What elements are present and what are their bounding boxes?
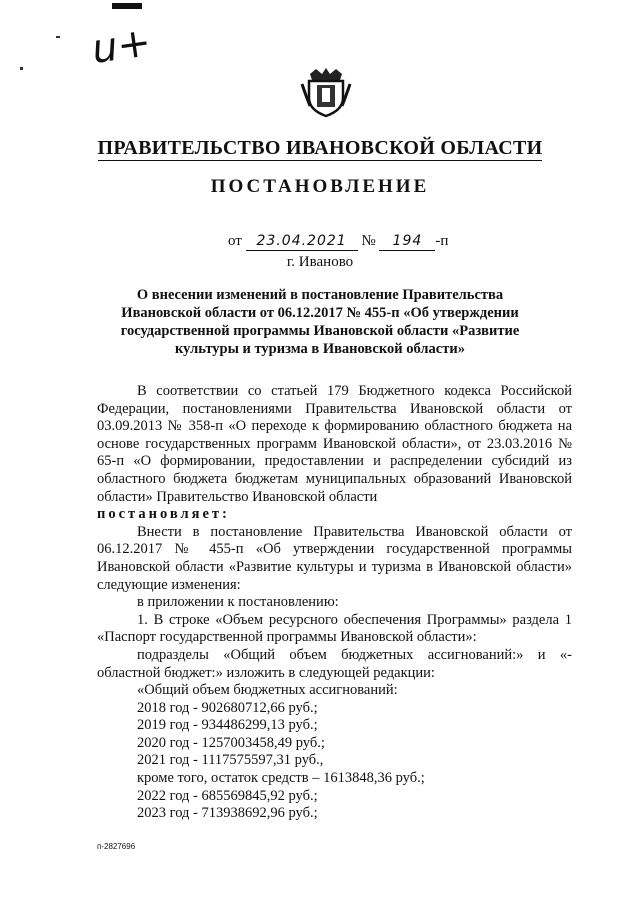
- budget-line: кроме того, остаток средств – 1613848,36 руб.;: [137, 770, 425, 787]
- government-title: ПРАВИТЕЛЬСТВО ИВАНОВСКОЙ ОБЛАСТИ: [97, 137, 543, 159]
- date-number-line: [228, 232, 448, 251]
- budget-line: 2022 год - 685569845,92 руб.;: [137, 787, 318, 804]
- handwritten-number: 194: [379, 232, 435, 251]
- number-suffix: -п: [435, 233, 449, 249]
- budget-line: «Общий объем бюджетных ассигнований:: [137, 682, 398, 699]
- coat-of-arms-icon: [300, 66, 352, 118]
- handwritten-date: 23.04.2021: [246, 232, 358, 251]
- top-scan-mark: [112, 3, 142, 9]
- decree-subject: О внесении изменений в постановление Правительства Ивановской области от 06.12.2017 № 455-п «Об утверждении государственной программы Ивановской области «Развитие культуры и туризма в Ивановской области»: [120, 287, 520, 357]
- preamble-paragraph: В соответствии со статьей 179 Бюджетного кодекса Российской Федерации, постановлениями Правительства Ивановской области от 03.09.2013 № 358-п «О переходе к формированию областного бюджета на основе государственных программ Ивановской области», от 23.03.2016 № 65-п «О формировании, предоставлении и распределении субсидий из областного бюджета бюджетам муниципальных образований Ивановской области» Правительство Ивановской области: [97, 383, 572, 505]
- scan-speck: [20, 67, 23, 70]
- budget-line: 2023 год - 713938692,96 руб.;: [137, 805, 318, 822]
- scan-speck: [56, 36, 60, 38]
- appendix-line: в приложении к постановлению:: [137, 594, 339, 611]
- date-prefix: от: [228, 233, 242, 249]
- budget-line: 2020 год - 1257003458,49 руб.;: [137, 734, 325, 751]
- item-1-paragraph: 1. В строке «Объем ресурсного обеспечения Программы» раздела 1 «Паспорт государственной программы Ивановской области»:: [97, 611, 572, 646]
- subsections-paragraph: подразделы «Общий объем бюджетных ассигнований:» и «- областной бюджет:» изложить в следующей редакции:: [97, 646, 572, 681]
- city-line: г. Иваново: [286, 254, 354, 270]
- handwritten-mark: u+: [89, 19, 154, 73]
- budget-line: 2019 год - 934486299,13 руб.;: [137, 717, 318, 734]
- budget-line: 2018 год - 902680712,66 руб.;: [137, 699, 318, 716]
- decree-body: [97, 383, 572, 823]
- amendment-paragraph: Внести в постановление Правительства Ивановской области от 06.12.2017 № 455-п «Об утверждении государственной программы Ивановской области «Развитие культуры и туризма в Ивановской области» следующие изменения:: [97, 523, 572, 593]
- number-sign: №: [361, 233, 376, 249]
- document-type: ПОСТАНОВЛЕНИЕ: [210, 176, 430, 197]
- decides-word: постановляет:: [97, 506, 230, 523]
- budget-line: 2021 год - 1117575597,31 руб.,: [137, 752, 324, 769]
- footer-code: п-2827696: [97, 842, 136, 851]
